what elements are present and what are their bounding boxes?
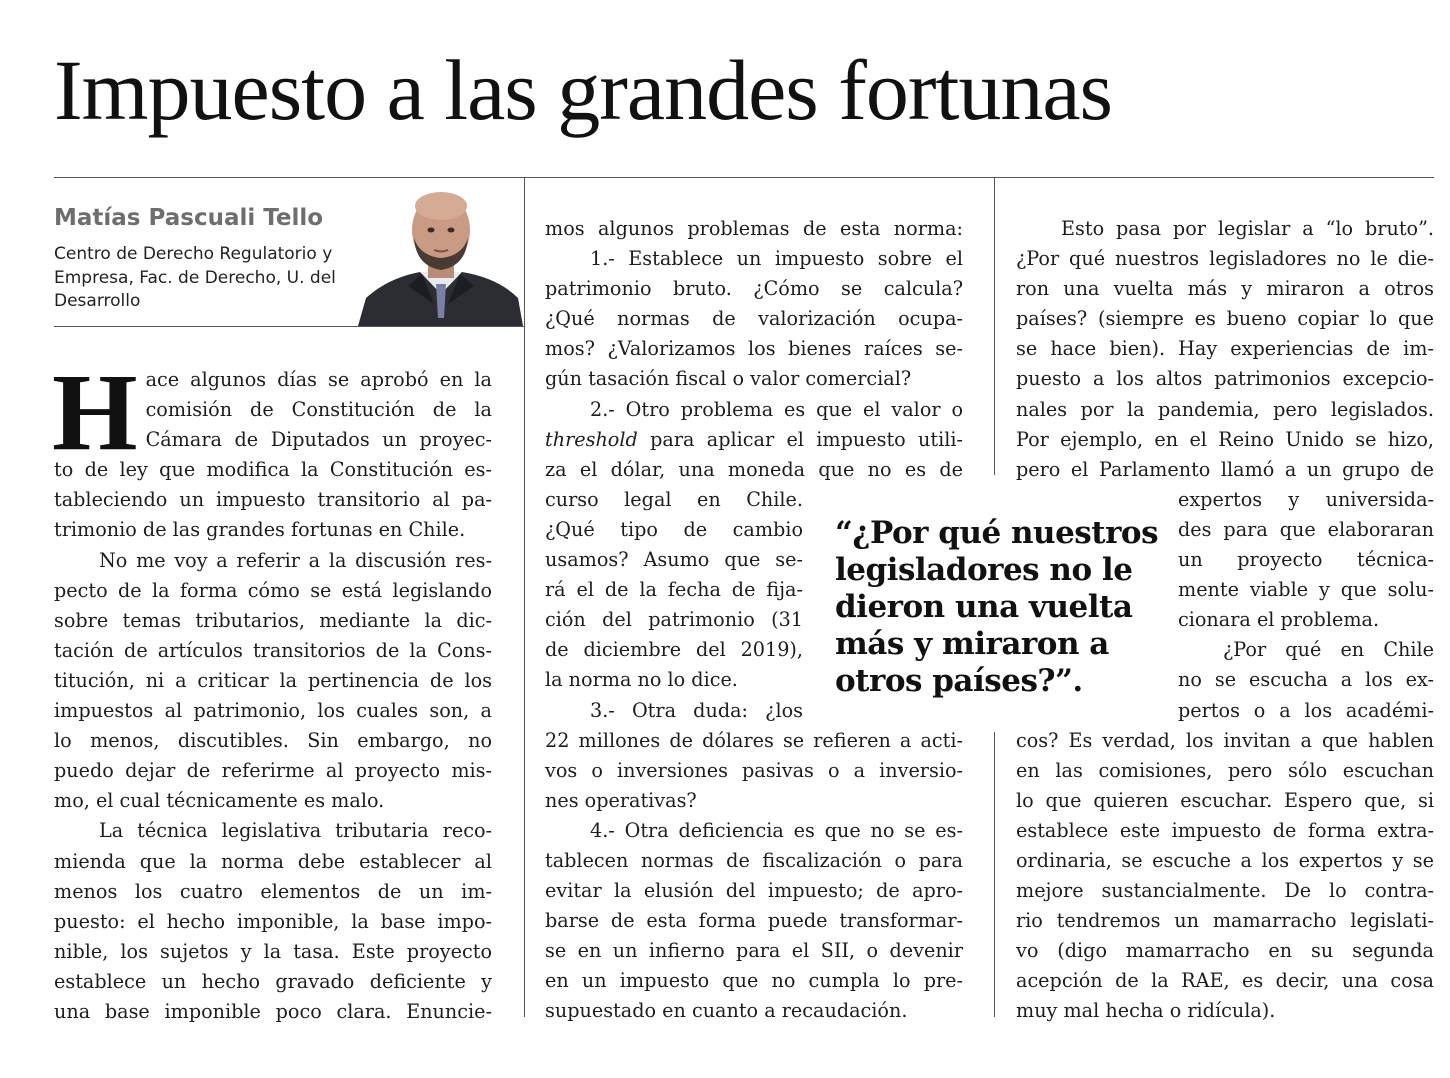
text-line: ¿Por qué nuestros legisladores no le die-	[1016, 247, 1434, 271]
column-3	[1016, 214, 1434, 1027]
text-line: 2.- Otro problema es que el valor o	[590, 397, 963, 421]
paragraph-col3-1	[1016, 214, 1434, 635]
text-line: des para que elaboraran	[1178, 517, 1434, 541]
text-line: una base imponible poco clara. Enuncie-	[54, 999, 492, 1023]
text-line: tación de artículos transitorios de la Cons-	[54, 638, 492, 662]
text-line: threshold para aplicar el impuesto utili-	[545, 427, 963, 451]
text-line: mos? ¿Valorizamos los bienes raíces se-	[545, 337, 963, 361]
column-divider-2-lower	[994, 732, 995, 1017]
text-line: nales por la pandemia, pero legislados.	[1016, 397, 1434, 421]
text-line: ordinaria, se escuche a los expertos y se	[1016, 848, 1434, 872]
headline: Impuesto a las grandes fortunas	[54, 42, 1113, 138]
text-line: expertos y universida-	[1178, 487, 1434, 511]
paragraph-point-1	[545, 244, 963, 394]
text-line: ¿Por qué en Chile	[1223, 638, 1434, 662]
paragraph-2	[54, 546, 492, 817]
text-line: to de ley que modifica la Constitución es-	[54, 458, 492, 482]
paragraph-intro	[545, 214, 963, 244]
text-line: países? (siempre es bueno copiar lo que	[1016, 307, 1434, 331]
text-line: nes operativas?	[545, 788, 697, 812]
drop-cap: H	[52, 351, 138, 473]
text-line: un proyecto técnica-	[1178, 548, 1434, 572]
text-line: puesto a los altos patrimonios excepcio-	[1016, 367, 1434, 391]
column-divider-2-upper	[994, 177, 995, 475]
text-line: establece un hecho gravado deficiente y	[54, 969, 492, 993]
text-line: patrimonio bruto. ¿Cómo se calcula?	[545, 277, 963, 301]
text-line: titución, ni a criticar la pertinencia de los	[54, 668, 492, 692]
text-line: nible, los sujetos y la tasa. Este proyecto	[54, 939, 492, 963]
paragraph-point-3	[545, 696, 963, 816]
text-line: no se escucha a los ex-	[1178, 668, 1434, 692]
text-line: puedo dejar de referirme al proyecto mis-	[54, 759, 492, 783]
text-line: en las comisiones, pero sólo escuchan	[1016, 758, 1434, 782]
text-line: se en un infierno para el SII, o devenir	[545, 939, 963, 963]
text-line: mienda que la norma debe establecer al	[54, 849, 492, 873]
text-line: mente viable y que solu-	[1178, 578, 1434, 602]
text-line: lo que quieren escuchar. Espero que, si	[1016, 788, 1434, 812]
pull-quote: “¿Por qué nuestros legisladores no le dieron una vuelta más y miraron a otros países?”.	[835, 515, 1159, 699]
text-line: 3.- Otra duda: ¿los	[590, 698, 803, 722]
text-line: Por ejemplo, en el Reino Unido se hizo,	[1016, 427, 1434, 451]
text-line: tablecen normas de fiscalización o para	[545, 848, 963, 872]
paragraph-point-4	[545, 816, 963, 1027]
text-line: ace algunos días se aprobó en la	[145, 368, 492, 391]
text-line: 4.- Otra deficiencia es que no se es-	[590, 818, 963, 842]
text-line: vos o inversiones pasivas o a inversio-	[545, 758, 963, 782]
text-line: No me voy a referir a la discusión res-	[99, 548, 492, 572]
text-line: pertos o a los académi-	[1178, 698, 1434, 722]
top-rule	[54, 177, 1434, 178]
text-line: za el dólar, una moneda que no es de	[545, 457, 963, 481]
text-line: ron una vuelta más y miraron a otros	[1016, 277, 1434, 301]
text-line: 1.- Establece un impuesto sobre el	[590, 247, 963, 271]
author-rule	[54, 326, 524, 327]
text-line: menos los cuatro elementos de un im-	[54, 879, 492, 903]
paragraph-3	[54, 816, 492, 1027]
text-line: establece este impuesto de forma extra-	[1016, 818, 1434, 842]
text-line: mo, el cual técnicamente es malo.	[54, 789, 385, 813]
text-line: La técnica legislativa tributaria reco-	[99, 819, 492, 843]
text-line: sobre temas tributarios, mediante la dic-	[54, 608, 492, 632]
paragraph-col3-2	[1016, 635, 1434, 1026]
text-line: ¿Qué tipo de cambio	[545, 517, 803, 541]
text-line: curso legal en Chile.	[545, 487, 803, 511]
text-line: tableciendo un impuesto transitorio al pa-	[54, 488, 492, 512]
text-line: ¿Qué normas de valorización ocupa-	[545, 307, 963, 331]
column-divider-1	[524, 177, 525, 1017]
text-line: usamos? Asumo que se-	[545, 548, 803, 572]
text-line: barse de esta forma puede transformar-	[545, 909, 963, 933]
text-line: rá el de la fecha de fija-	[545, 578, 803, 602]
text-line: vo (digo mamarracho en su segunda	[1016, 939, 1434, 963]
text-line: pecto de la forma cómo se está legislando	[54, 578, 492, 602]
text-line: de diciembre del 2019),	[545, 638, 803, 662]
text-line: Esto pasa por legislar a “lo bruto”.	[1061, 217, 1434, 240]
text-line: mos algunos problemas de esta norma:	[545, 217, 963, 240]
text-line: ción del patrimonio (31	[545, 608, 803, 632]
text-line: comisión de Constitución de la	[145, 398, 492, 422]
text-line: cionara el problema.	[1178, 608, 1380, 632]
text-line: impuestos al patrimonio, los cuales son, a	[54, 699, 492, 723]
text-line: cos? Es verdad, los invitan a que hablen	[1016, 728, 1434, 752]
text-line: en un impuesto que no cumpla lo pre-	[545, 969, 963, 993]
text-line: acepción de la RAE, es decir, una cosa	[1016, 969, 1434, 993]
paragraph-1	[52, 351, 492, 546]
text-line: lo menos, discutibles. Sin embargo, no	[54, 729, 492, 753]
text-line: mejore sustancialmente. De lo contra-	[1016, 879, 1434, 903]
threshold-term: threshold	[545, 427, 638, 451]
text-line: pero el Parlamento llamó a un grupo de	[1016, 457, 1434, 481]
text-line: trimonio de las grandes fortunas en Chile.	[54, 518, 466, 542]
text-line: muy mal hecha o ridícula).	[1016, 999, 1276, 1023]
author-portrait-icon	[358, 186, 523, 326]
text-line: supuestado en cuanto a recaudación.	[545, 999, 908, 1023]
column-1	[52, 351, 492, 1027]
text-line: 22 millones de dólares se refieren a acti-	[545, 728, 963, 752]
text-line: puesto: el hecho imponible, la base impo-	[54, 909, 492, 933]
text-line: gún tasación fiscal o valor comercial?	[545, 367, 912, 391]
author-affiliation: Centro de Derecho Regulatorio y Empresa, Fac. de Derecho, U. del Desarrollo	[54, 244, 336, 311]
text-line: evitar la elusión del impuesto; de apro-	[545, 879, 963, 903]
text-line: rio tendremos un mamarracho legislati-	[1016, 909, 1434, 933]
text-line: la norma no lo dice.	[545, 668, 738, 692]
author-name: Matías Pascuali Tello	[54, 205, 324, 231]
text-line: Cámara de Diputados un proyec-	[145, 428, 492, 452]
text-line: se hace bien). Hay experiencias de im-	[1016, 337, 1434, 361]
